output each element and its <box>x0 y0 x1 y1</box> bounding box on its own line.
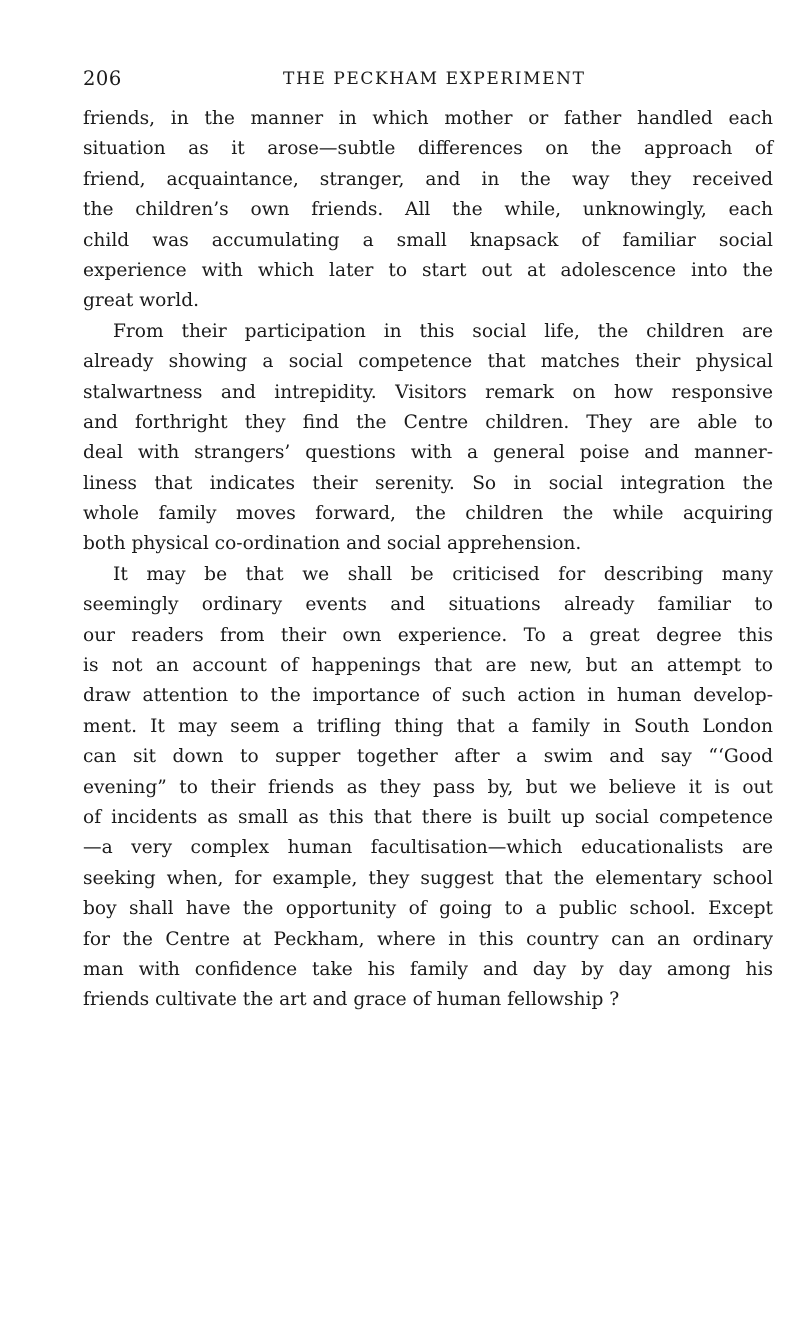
text-line: whole family moves forward, the children the while acquiring <box>83 503 773 525</box>
text-line: already showing a social competence that matches their physical <box>83 351 773 373</box>
text-line: seemingly ordinary events and situations already familiar to <box>83 594 773 616</box>
text-line: seeking when, for example, they suggest that the elementary school <box>83 867 773 889</box>
paragraph-start-line: From their participation in this social life, the children are <box>113 320 773 342</box>
text-line: boy shall have the opportunity of going to a public school. Except <box>83 898 773 920</box>
paragraph-start-line: It may be that we shall be criticised for describing many <box>113 563 773 585</box>
text-line: ment. It may seem a trifling thing that a family in South London <box>83 715 773 737</box>
text-line: and forthright they find the Centre children. They are able to <box>83 411 773 433</box>
text-line: situation as it arose—subtle differences on the approach of <box>83 138 773 160</box>
text-line: friend, acquaintance, stranger, and in the way they received <box>83 168 773 190</box>
text-line: liness that indicates their serenity. So in social integration the <box>83 472 773 494</box>
text-line: of incidents as small as this that there is built up social competence <box>83 806 773 828</box>
text-line: friends, in the manner in which mother or father handled each <box>83 108 773 129</box>
text-line: man with confidence take his family and day by day among his <box>83 958 773 980</box>
text-line: is not an account of happenings that are new, but an attempt to <box>83 655 773 677</box>
text-line: draw attention to the importance of such action in human develop- <box>83 685 773 707</box>
page-number: 206 <box>83 67 122 90</box>
text-line: stalwartness and intrepidity. Visitors remark on how responsive <box>83 381 773 403</box>
text-line: can sit down to supper together after a swim and say “‘Good <box>83 746 773 768</box>
paragraph-end-line: both physical co-ordination and social apprehension. <box>83 533 582 555</box>
text-line: our readers from their own experience. To a great degree this <box>83 624 773 646</box>
body-text <box>83 104 773 1016</box>
text-line: the children’s own friends. All the while, unknowingly, each <box>83 199 773 221</box>
paragraph-end-line: great world. <box>83 290 200 312</box>
book-title: THE PECKHAM EXPERIMENT <box>283 69 586 89</box>
paragraph-end-line: friends cultivate the art and grace of human fellowship ? <box>83 989 620 1011</box>
text-line: deal with strangers’ questions with a general poise and manner- <box>83 442 773 464</box>
text-line: child was accumulating a small knapsack of familiar social <box>83 229 773 251</box>
text-line: experience with which later to start out at adolescence into the <box>83 259 773 281</box>
running-head <box>83 64 773 94</box>
text-line: —a very complex human facultisation—which educationalists are <box>83 837 773 859</box>
text-line: for the Centre at Peckham, where in this country can an ordinary <box>83 928 773 950</box>
text-line: evening” to their friends as they pass by, but we believe it is out <box>83 776 773 798</box>
